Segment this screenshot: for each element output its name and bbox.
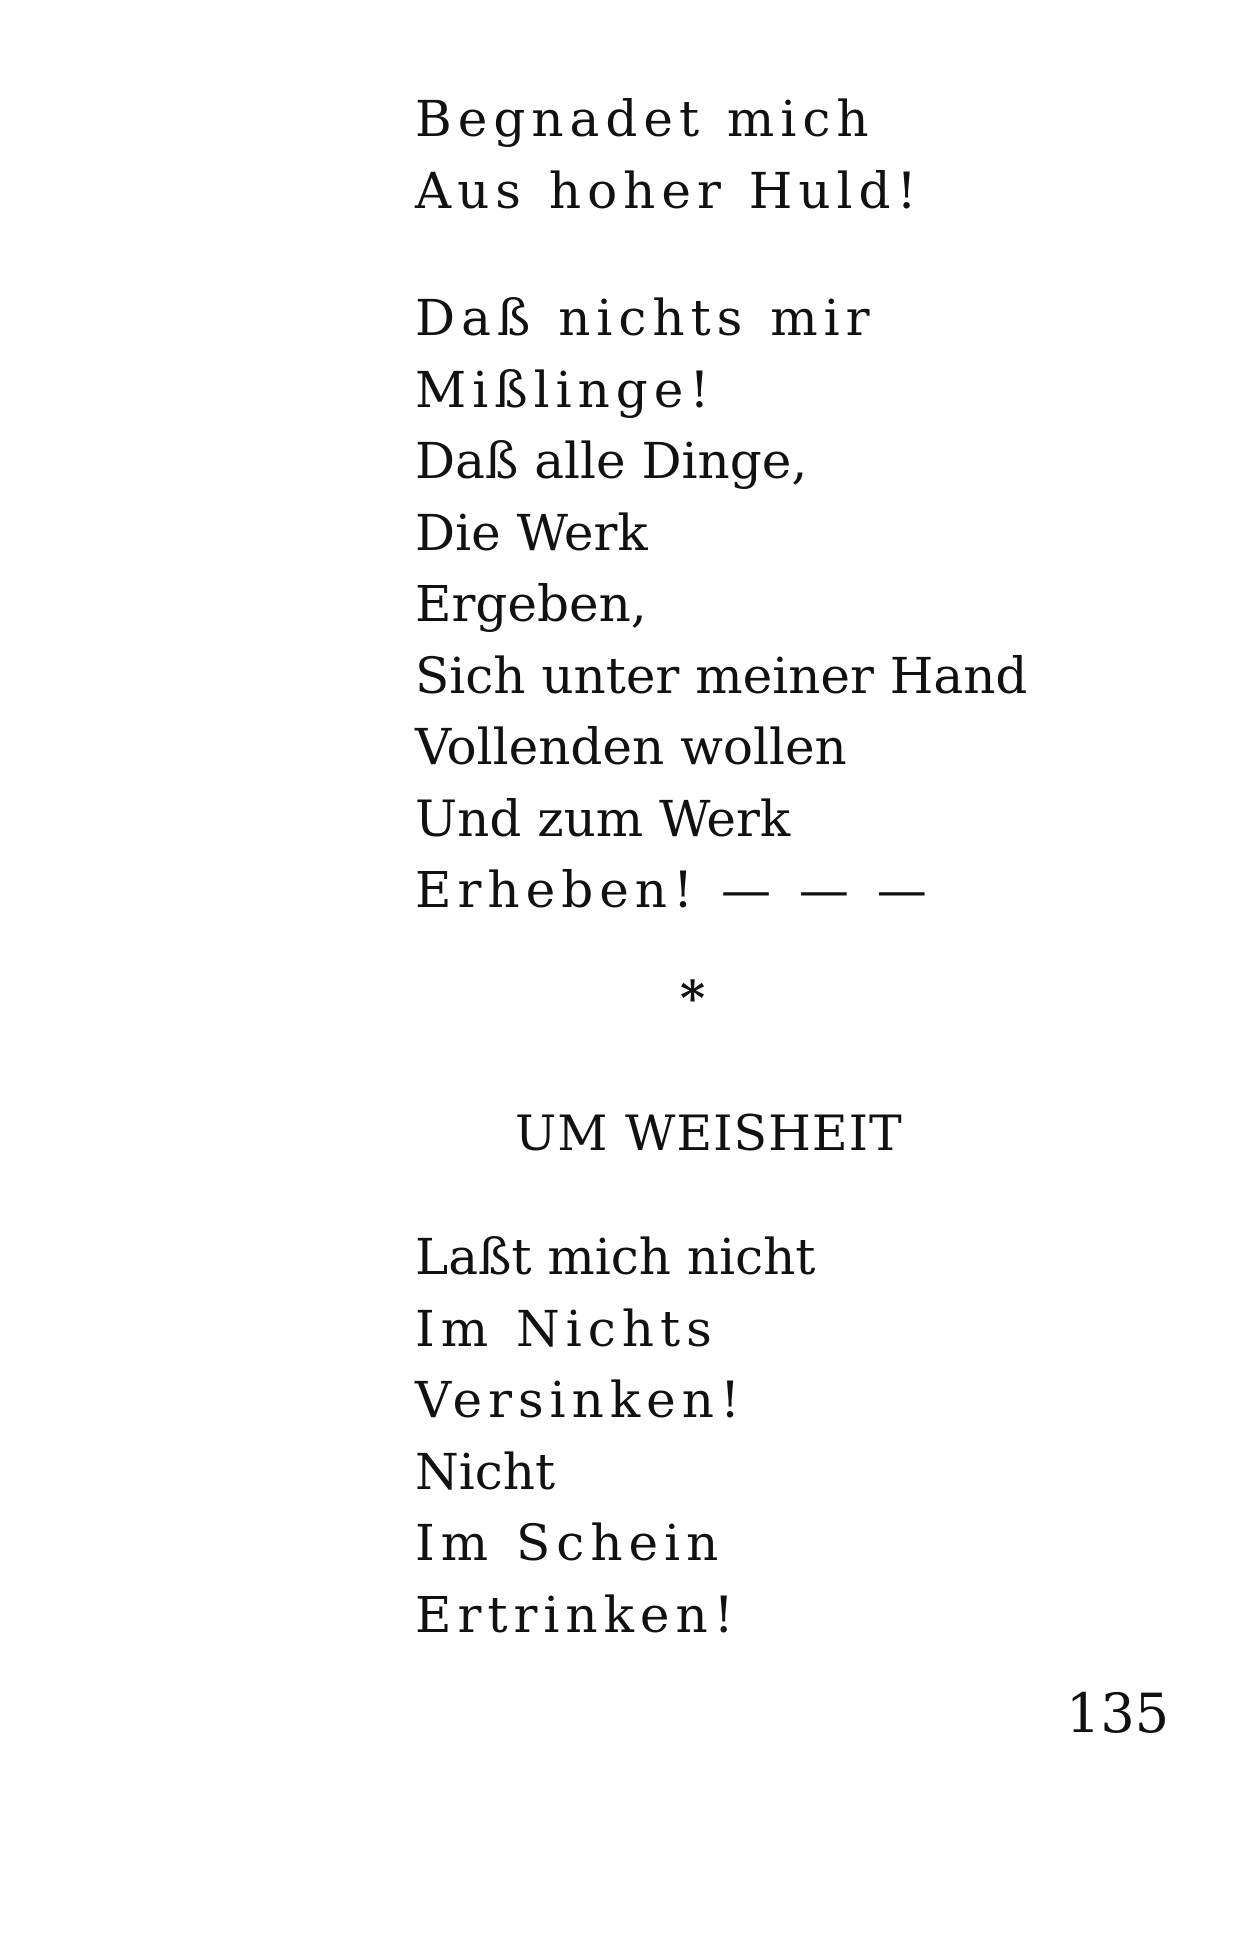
verse-line: Ertrinken! [415, 1585, 740, 1644]
verse-line: Nicht [415, 1442, 556, 1501]
verse-line: Versinken! [415, 1371, 747, 1429]
stanza-3 [415, 1222, 815, 1651]
verse-line: Begnadet mich [415, 90, 875, 148]
page-number: 135 [1066, 1682, 1170, 1745]
verse-line: Ergeben, [415, 575, 647, 633]
verse-line: Und zum Werk [415, 789, 791, 848]
poem-title: UM WEISHEIT [515, 1105, 903, 1162]
verse-line: Erheben! — — — [415, 861, 933, 919]
verse-line: Daß alle Dinge, [415, 432, 808, 490]
verse-line: Daß nichts mir [415, 289, 876, 347]
stanza-1 [415, 84, 923, 227]
verse-line: Sich unter meiner Hand [415, 646, 1028, 705]
verse-line: Mißlinge! [415, 360, 716, 419]
verse-line: Vollenden wollen [415, 718, 847, 776]
verse-line: Laßt mich nicht [415, 1228, 816, 1286]
stanza-2 [415, 283, 1027, 927]
verse-line: Im Schein [415, 1514, 725, 1572]
section-separator: * [680, 971, 706, 1027]
verse-line: Die Werk [415, 503, 648, 562]
verse-line: Aus hoher Huld! [415, 161, 923, 220]
verse-line: Im Nichts [415, 1299, 718, 1358]
